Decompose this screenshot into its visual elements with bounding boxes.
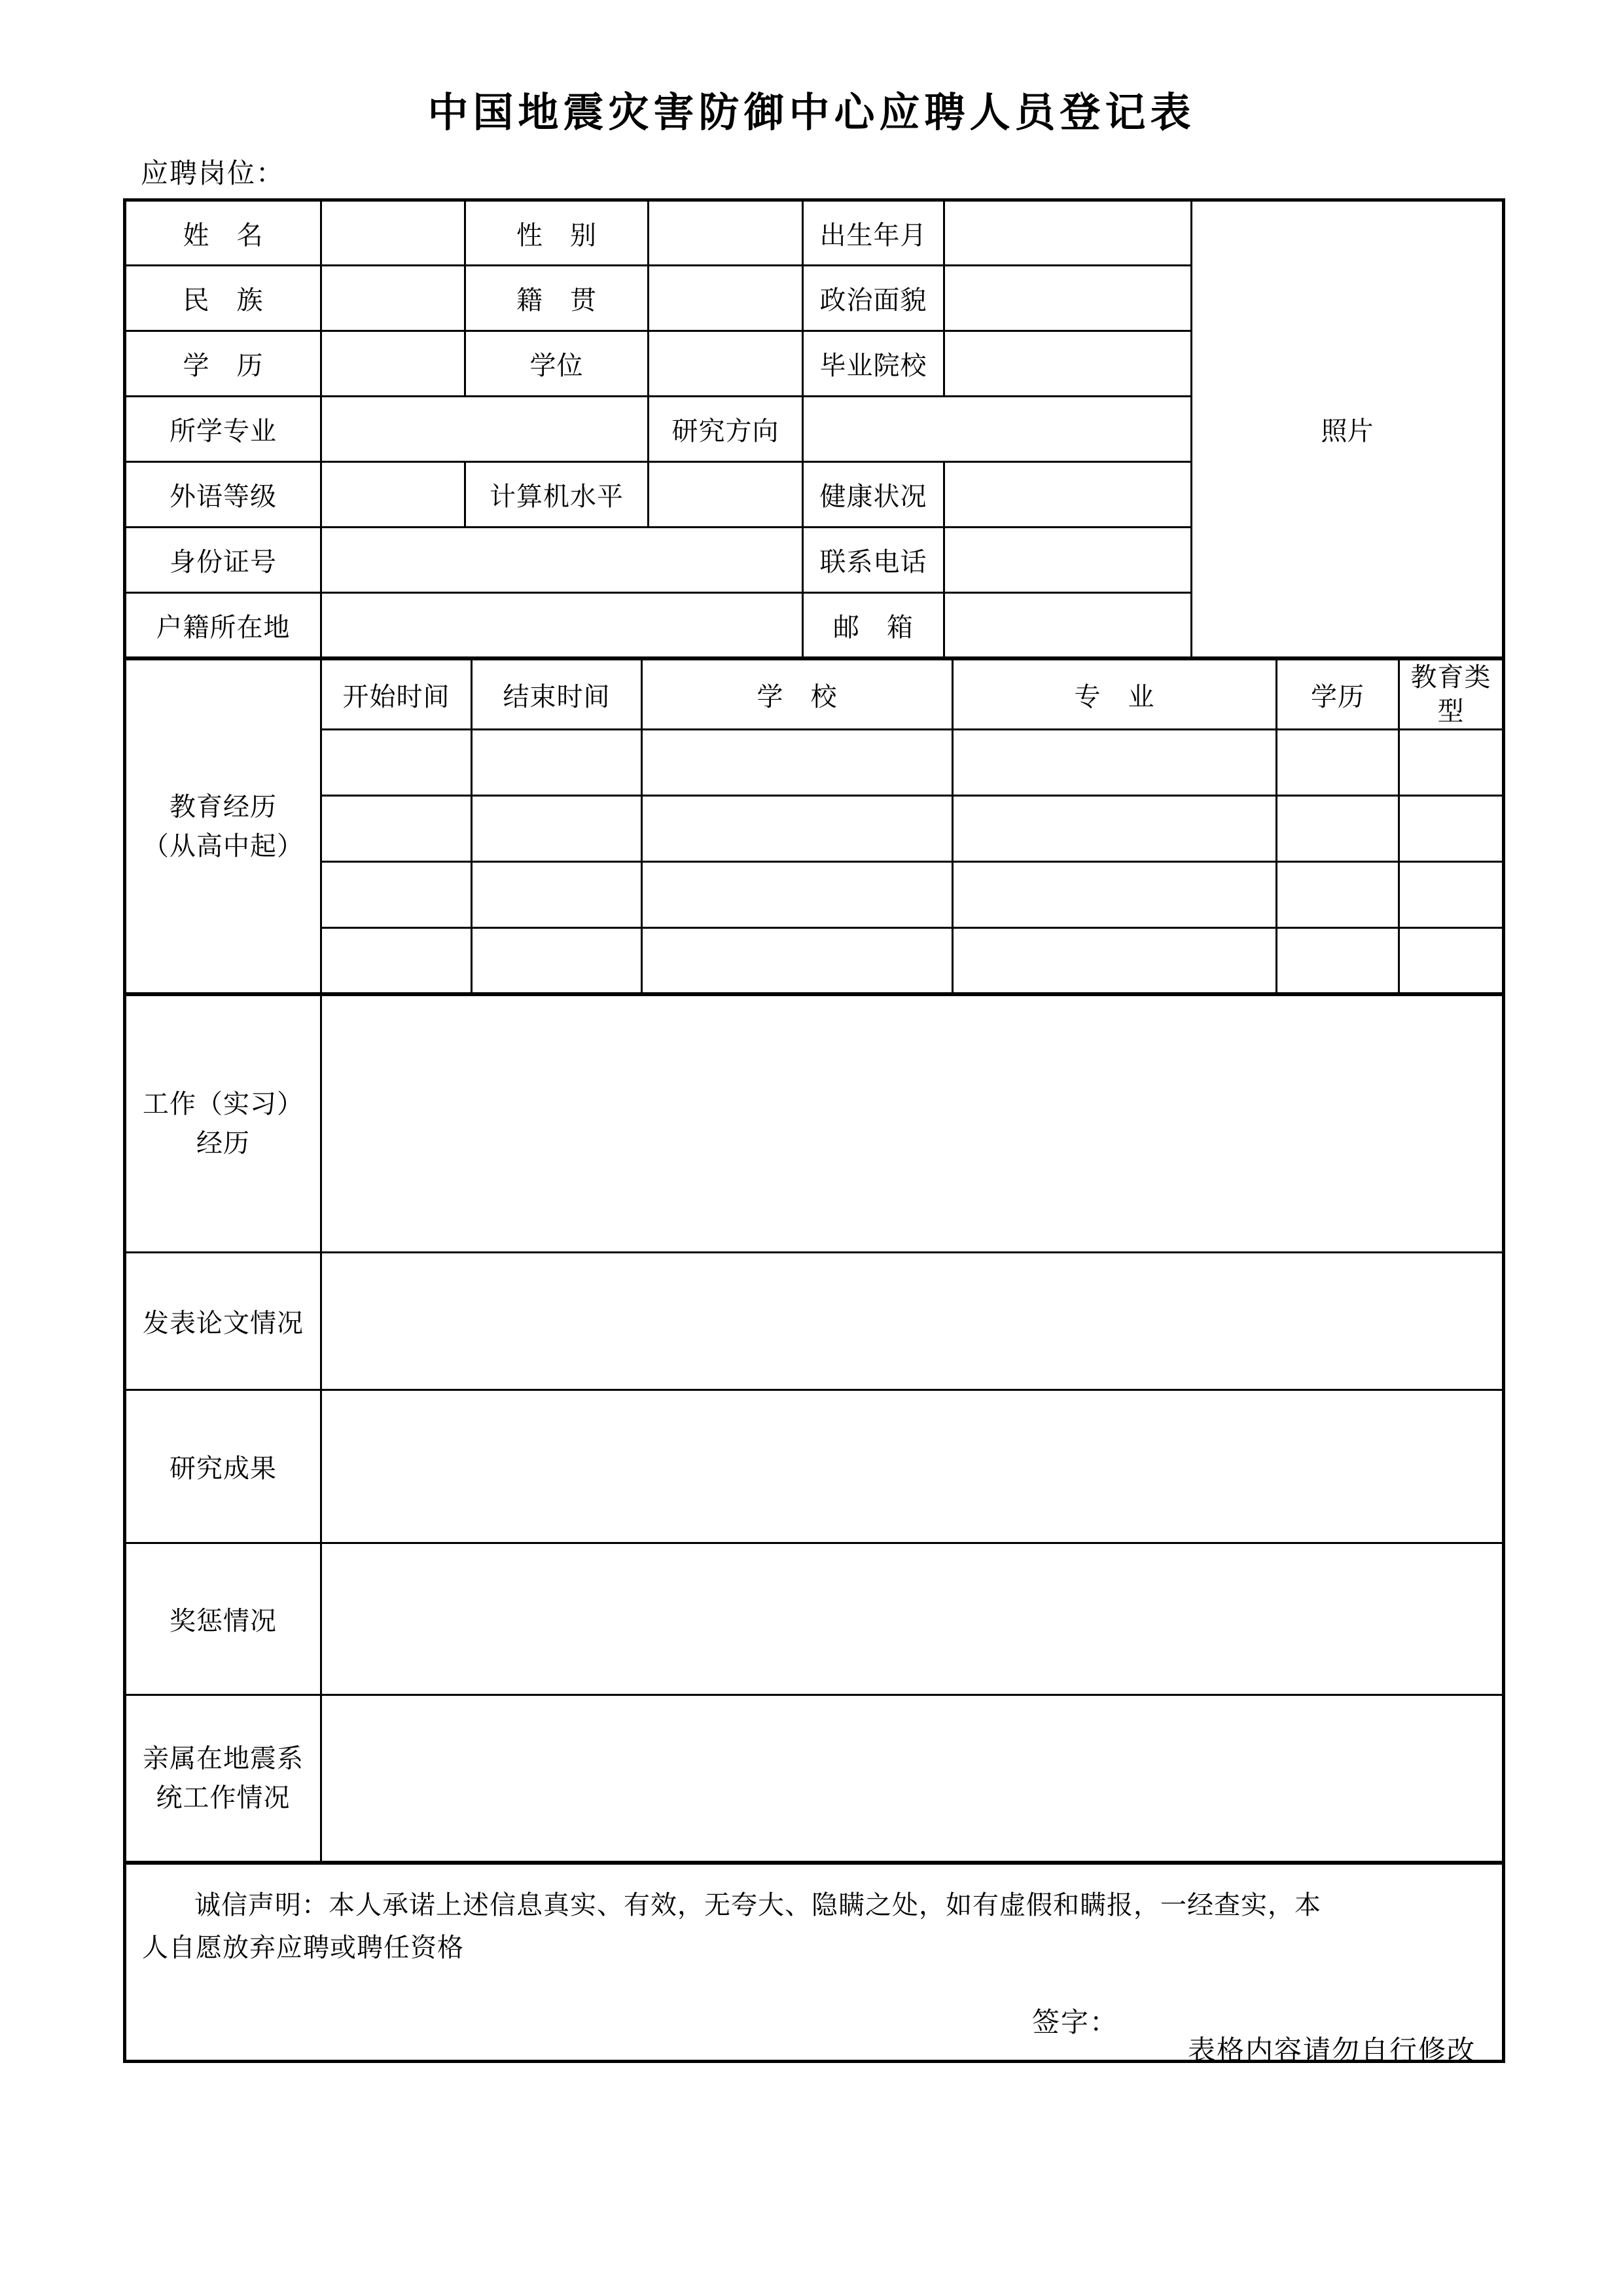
phone-value-cell [944, 528, 1192, 593]
edu-school-cell [642, 928, 953, 994]
computer-skill-value-cell [649, 462, 803, 528]
health-status-label: 健康状况 [803, 462, 944, 528]
edu-major-cell [953, 796, 1277, 862]
education-level-label: 学 历 [125, 331, 321, 397]
name-value-cell [321, 200, 465, 266]
edu-header-major: 专 业 [953, 659, 1277, 730]
page-title: 中国地震灾害防御中心应聘人员登记表 [427, 90, 1196, 135]
work-experience-label-line2: 经历 [196, 1129, 250, 1158]
table-row [125, 200, 1504, 266]
edu-school-cell [642, 796, 953, 862]
edu-start-cell [321, 928, 472, 994]
integrity-declaration-text: 诚信声明：本人承诺上述信息真实、有效，无夸大、隐瞒之处，如有虚假和瞒报，一经查实，本人自愿放弃应聘或聘任资格 [142, 1891, 1321, 1962]
edu-major-cell [953, 928, 1277, 994]
education-level-value-cell [321, 331, 465, 397]
edu-major-cell [953, 730, 1277, 796]
research-achievements-content-cell [321, 1390, 1504, 1543]
work-experience-label-line1: 工作（实习） [143, 1090, 304, 1119]
edu-header-type: 教育类型 [1399, 659, 1504, 730]
ethnicity-label: 民 族 [125, 266, 321, 331]
gender-value-cell [649, 200, 803, 266]
graduate-school-label: 毕业院校 [803, 331, 944, 397]
edu-type-cell [1399, 730, 1504, 796]
political-status-label: 政治面貌 [803, 266, 944, 331]
edu-type-cell [1399, 796, 1504, 862]
work-experience-label [125, 995, 321, 1253]
awards-punishments-content-cell [321, 1543, 1504, 1695]
research-achievements-label: 研究成果 [125, 1390, 321, 1543]
edu-header-end: 结束时间 [472, 659, 642, 730]
edu-end-cell [472, 928, 642, 994]
foreign-language-value-cell [321, 462, 465, 528]
research-direction-value-cell [803, 397, 1192, 462]
position-applied-label: 应聘岗位： [141, 158, 285, 188]
edu-header-start: 开始时间 [321, 659, 472, 730]
major-value-cell [321, 397, 649, 462]
phone-label: 联系电话 [803, 528, 944, 593]
edu-start-cell [321, 862, 472, 928]
name-label: 姓 名 [125, 200, 321, 266]
education-row [125, 928, 1504, 994]
published-papers-label: 发表论文情况 [125, 1253, 321, 1390]
relatives-in-system-label-line1: 亲属在地震系 [143, 1744, 304, 1773]
edu-header-school: 学 校 [642, 659, 953, 730]
edu-major-cell [953, 862, 1277, 928]
published-papers-content-cell [321, 1253, 1504, 1390]
relatives-in-system-row [125, 1695, 1504, 1863]
native-place-label: 籍 贯 [465, 266, 649, 331]
edu-end-cell [472, 730, 642, 796]
awards-punishments-label: 奖惩情况 [125, 1543, 321, 1695]
edu-degree-cell [1277, 730, 1399, 796]
education-row [125, 730, 1504, 796]
birthdate-label: 出生年月 [803, 200, 944, 266]
edu-type-cell [1399, 928, 1504, 994]
basic-info-table [123, 198, 1505, 660]
email-value-cell [944, 593, 1192, 658]
id-number-label: 身份证号 [125, 528, 321, 593]
sections-table [123, 993, 1505, 1864]
edu-degree-cell [1277, 928, 1399, 994]
residence-value-cell [321, 593, 803, 658]
education-table [123, 657, 1505, 996]
published-papers-row [125, 1253, 1504, 1390]
research-achievements-row [125, 1390, 1504, 1543]
education-section-label-line2: （从高中起） [143, 831, 304, 861]
signature-label: 签字： [1032, 2006, 1119, 2037]
ethnicity-value-cell [321, 266, 465, 331]
graduate-school-value-cell [944, 331, 1192, 397]
email-label: 邮 箱 [803, 593, 944, 658]
work-experience-row [125, 995, 1504, 1253]
relatives-in-system-label-line2: 统工作情况 [156, 1784, 291, 1812]
edu-degree-cell [1277, 796, 1399, 862]
native-place-value-cell [649, 266, 803, 331]
education-section-label-line1: 教育经历 [169, 792, 277, 821]
awards-punishments-row [125, 1543, 1504, 1695]
edu-school-cell [642, 730, 953, 796]
health-status-value-cell [944, 462, 1192, 528]
photo-cell: 照片 [1192, 200, 1504, 658]
relatives-in-system-content-cell [321, 1695, 1504, 1863]
major-label: 所学专业 [125, 397, 321, 462]
foreign-language-label: 外语等级 [125, 462, 321, 528]
edu-start-cell [321, 796, 472, 862]
registration-form [123, 198, 1502, 2063]
education-header-row [125, 659, 1504, 730]
gender-label: 性 别 [465, 200, 649, 266]
work-experience-content-cell [321, 995, 1504, 1253]
edu-start-cell [321, 730, 472, 796]
edu-header-degree: 学历 [1277, 659, 1399, 730]
footer-note: 表格内容请勿自行修改 [1187, 2035, 1476, 2066]
research-direction-label: 研究方向 [649, 397, 803, 462]
degree-label: 学位 [465, 331, 649, 397]
political-status-value-cell [944, 266, 1192, 331]
edu-school-cell [642, 862, 953, 928]
computer-skill-label: 计算机水平 [465, 462, 649, 528]
relatives-in-system-label [125, 1695, 321, 1863]
edu-end-cell [472, 862, 642, 928]
id-number-value-cell [321, 528, 803, 593]
birthdate-value-cell [944, 200, 1192, 266]
education-row [125, 796, 1504, 862]
residence-label: 户籍所在地 [125, 593, 321, 658]
edu-end-cell [472, 796, 642, 862]
education-row [125, 862, 1504, 928]
degree-value-cell [649, 331, 803, 397]
edu-degree-cell [1277, 862, 1399, 928]
education-section-label [125, 659, 321, 994]
edu-type-cell [1399, 862, 1504, 928]
